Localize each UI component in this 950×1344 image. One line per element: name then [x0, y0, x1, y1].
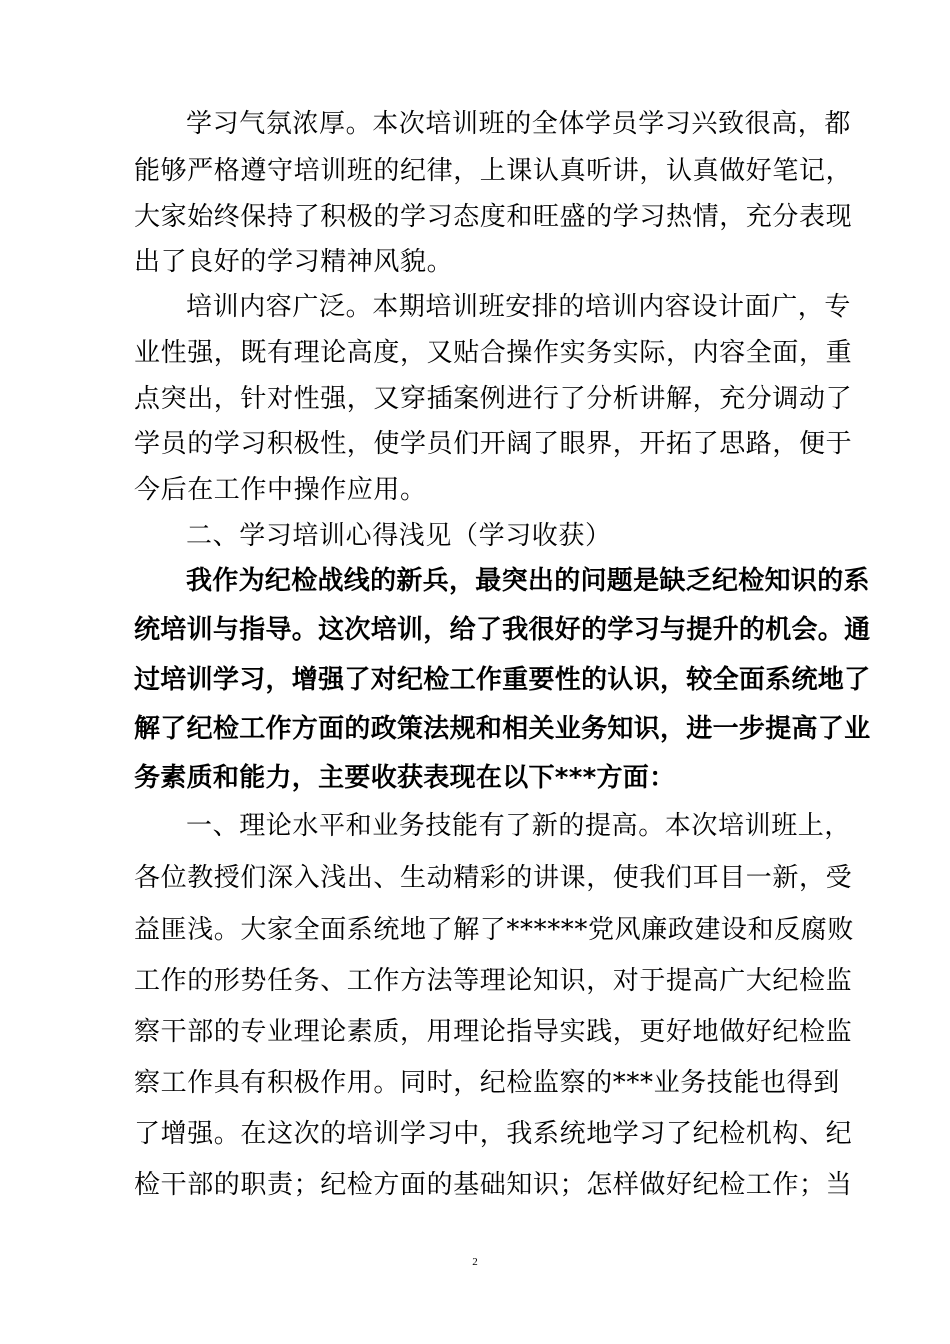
paragraph-line: 察工作具有积极作用。同时，纪检监察的***业务技能也得到: [134, 1068, 840, 1098]
paragraph-line: 培训内容广泛。本期培训班安排的培训内容设计面广，专: [186, 292, 852, 322]
paragraph-line: 统培训与指导。这次培训，给了我很好的学习与提升的机会。通: [134, 615, 871, 645]
paragraph-line: 解了纪检工作方面的政策法规和相关业务知识，进一步提高了业: [134, 714, 871, 744]
paragraph-line: 点突出，针对性强，又穿插案例进行了分析讲解，充分调动了: [134, 384, 853, 414]
page-number: 2: [472, 1256, 478, 1268]
paragraph-line: 学员的学习积极性，使学员们开阔了眼界，开拓了思路，便于: [134, 429, 853, 459]
paragraph-line: 务素质和能力，主要收获表现在以下***方面：: [134, 763, 676, 793]
paragraph-line: 工作的形势任务、工作方法等理论知识，对于提高广大纪检监: [134, 966, 853, 996]
paragraph-line: 能够严格遵守培训班的纪律，上课认真听讲，认真做好笔记，: [134, 156, 853, 186]
section-heading: 二、学习培训心得浅见（学习收获）: [186, 521, 612, 551]
paragraph-line: 益匪浅。大家全面系统地了解了******党风廉政建设和反腐败: [134, 915, 855, 945]
paragraph-line: 检干部的职责；纪检方面的基础知识；怎样做好纪检工作；当: [134, 1170, 853, 1200]
paragraph-line: 今后在工作中操作应用。: [134, 475, 427, 505]
paragraph-line: 过培训学习，增强了对纪检工作重要性的认识，较全面系统地了: [134, 665, 871, 695]
paragraph-line: 业性强，既有理论高度，又贴合操作实务实际，内容全面，重: [134, 338, 853, 368]
paragraph-line: 大家始终保持了积极的学习态度和旺盛的学习热情，充分表现: [134, 202, 853, 232]
paragraph-line: 各位教授们深入浅出、生动精彩的讲课，使我们耳目一新，受: [134, 863, 853, 893]
paragraph-line: 察干部的专业理论素质，用理论指导实践，更好地做好纪检监: [134, 1017, 853, 1047]
paragraph-line: 出了良好的学习精神风貌。: [134, 247, 454, 277]
paragraph-line: 我作为纪检战线的新兵，最突出的问题是缺乏纪检知识的系: [186, 566, 870, 596]
paragraph-line: 学习气氛浓厚。本次培训班的全体学员学习兴致很高，都: [186, 109, 852, 139]
paragraph-line: 一、理论水平和业务技能有了新的提高。本次培训班上，: [186, 811, 852, 841]
paragraph-line: 了增强。在这次的培训学习中，我系统地学习了纪检机构、纪: [134, 1119, 853, 1149]
